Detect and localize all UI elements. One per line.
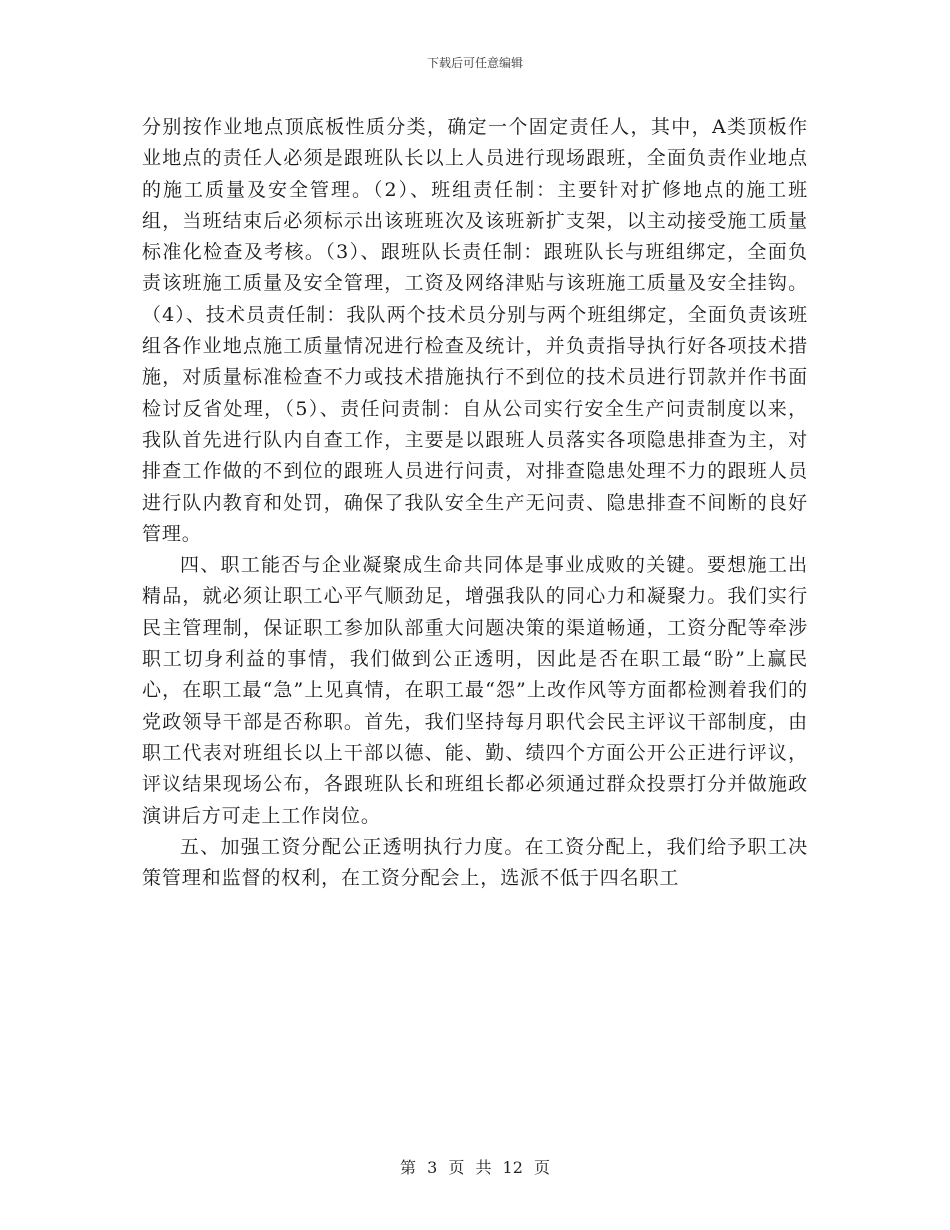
paragraph-section-four: 四、职工能否与企业凝聚成生命共同体是事业成败的关键。要想施工出精品，就必须让职工心平气顺劲足，增强我队的同心力和凝聚力。我们实行民主管理制，保证职工参加队部重大问题决策的渠道畅通，工资分配等牵涉职工切身利益的事情，我们做到公正透明，因此是否在职工最“盼”上赢民心，在职工最“急”上见真情，在职工最“怨”上改作风等方面都检测着我们的党政领导干部是否称职。首先，我们坚持每月职代会民主评议干部制度，由职工代表对班组长以上干部以德、能、勤、绩四个方面公开公正进行评议，评议结果现场公布，各跟班队长和班组长都必须通过群众投票打分并做施政演讲后方可走上工作岗位。: [142, 554, 808, 827]
paragraph-section-five: 五、加强工资分配公正透明执行力度。在工资分配上，我们给予职工决策管理和监督的权利，在工资分配会上，选派不低于四名职工: [142, 835, 808, 890]
page-header-note: 下载后可任意编辑: [426, 56, 523, 70]
page-number-footer: 第 3 页 共 12 页: [400, 1158, 550, 1177]
paragraph-responsibility-system: 分别按作业地点顶底板性质分类，确定一个固定责任人，其中，A类顶板作业地点的责任人必须是跟班队长以上人员进行现场跟班，全面负责作业地点的施工质量及安全管理。（2）、班组责任制：主要针对扩修地点的施工班组，当班结束后必须标示出该班班次及该班新扩支架，以主动接受施工质量标准化检查及考核。（3）、跟班队长责任制：跟班队长与班组绑定，全面负责该班施工质量及安全管理，工资及网络津贴与该班施工质量及安全挂钩。（4）、技术员责任制：我队两个技术员分别与两个班组绑定，全面负责该班组各作业地点施工质量情况进行检查及统计，并负责指导执行好各项技术措施，对质量标准检查不力或技术措施执行不到位的技术员进行罚款并作书面检讨反省处理，（5）、责任问责制：自从公司实行安全生产问责制度以来，我队首先进行队内自查工作，主要是以跟班人员落实各项隐患排查为主，对排查工作做的不到位的跟班人员进行问责，对排查隐患处理不力的跟班人员进行队内教育和处罚，确保了我队安全生产无问责、隐患排查不间断的良好管理。: [142, 116, 808, 545]
document-body: [142, 112, 808, 894]
